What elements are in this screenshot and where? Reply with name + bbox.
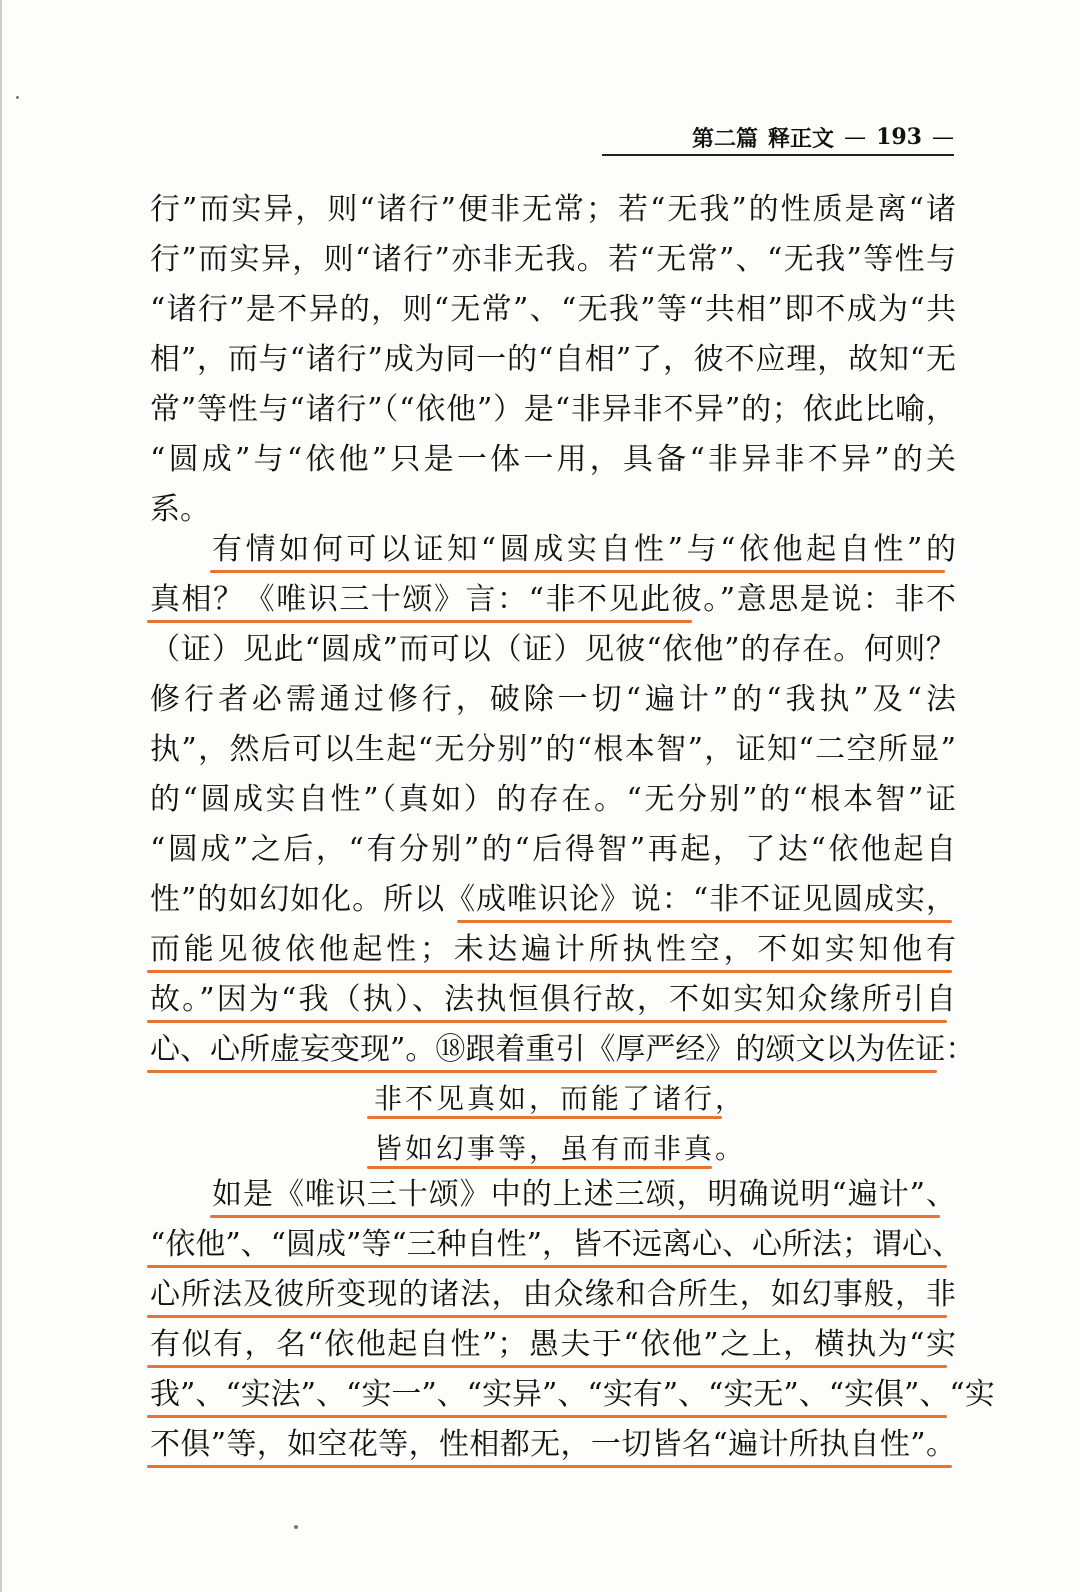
header-chapter: 释正文	[768, 125, 835, 152]
highlight-underline	[147, 1070, 937, 1073]
page-number: 193	[876, 124, 922, 150]
scan-speck	[294, 1525, 298, 1529]
verse-line: 非不见真如，而能了诸行，	[374, 1082, 747, 1115]
text-line: 不俱”等，如空花等，性相都无，一切皆名“遍计所执自性”。	[150, 1427, 956, 1462]
text-line: 我”、“实法”、“实一”、“实异”、“实有”、“实无”、“实俱”、“实	[150, 1377, 995, 1412]
text-line: （证）见此“圆成”而可以（证）见彼“依他”的存在。何则？	[150, 632, 956, 667]
text-line: 执”，然后可以生起“无分别”的“根本智”，证知“二空所显”	[150, 732, 956, 767]
highlight-underline	[210, 1215, 940, 1218]
text-line: 行”而实异，则“诸行”便非无常；若“无我”的性质是离“诸	[150, 192, 956, 227]
text-line: “依他”、“圆成”等“三种自性”，皆不远离心、心所法；谓心、	[150, 1227, 963, 1262]
header-dash-right: —	[932, 124, 954, 150]
text-line: 修行者必需通过修行，破除一切“遍计”的“我执”及“法	[150, 682, 956, 717]
highlight-underline	[147, 970, 952, 973]
text-line: 心、心所虚妄变现”。⑱跟着重引《厚严经》的颂文以为佐证：	[150, 1032, 976, 1067]
highlight-underline	[210, 570, 945, 573]
highlight-underline	[147, 1315, 947, 1318]
text-line: 故。”因为“我（执）、法执恒俱行故，不如实知众缘所引自	[150, 982, 956, 1017]
text-line: 而能见彼依他起性；未达遍计所执性空，不如实知他有	[150, 932, 956, 967]
highlight-underline	[147, 620, 692, 623]
text-line: 如是《唯识三十颂》中的上述三颂，明确说明“遍计”、	[212, 1177, 956, 1212]
verse-line: 皆如幻事等，虽有而非真。	[374, 1132, 747, 1165]
text-line: 有似有，名“依他起自性”；愚夫于“依他”之上，横执为“实	[150, 1327, 956, 1362]
text-line: 性”的如幻如化。所以《成唯识论》说：“非不证见圆成实，	[150, 882, 956, 917]
text-line: 真相？《唯识三十颂》言：“非不见此彼。”意思是说：非不	[150, 582, 956, 617]
header-dash-left: —	[844, 124, 867, 150]
highlight-underline	[147, 1365, 947, 1368]
highlight-underline	[367, 1116, 722, 1119]
text-line: 的“圆成实自性”（真如）的存在。“无分别”的“根本智”证	[150, 782, 956, 817]
text-line: 行”而实异，则“诸行”亦非无我。若“无常”、“无我”等性与	[150, 242, 956, 277]
highlight-underline	[147, 1415, 947, 1418]
text-line: “圆成”与“依他”只是一体一用，具备“非异非不异”的关	[150, 442, 956, 477]
highlight-underline	[147, 1020, 947, 1023]
text-line: 有情如何可以证知“圆成实自性”与“依他起自性”的	[212, 532, 956, 567]
highlight-underline	[367, 1166, 712, 1169]
highlight-underline	[147, 1465, 952, 1468]
text-line: 相”，而与“诸行”成为同一的“自相”了，彼不应理，故知“无	[150, 342, 956, 377]
highlight-underline	[147, 1265, 947, 1268]
scan-speck	[16, 96, 19, 99]
text-line: 常”等性与“诸行”（“依他”）是“非异非不异”的；依此比喻，	[150, 392, 956, 427]
text-line: 心所法及彼所变现的诸法，由众缘和合所生，如幻事般，非	[150, 1277, 956, 1312]
header-part: 第二篇	[692, 125, 759, 152]
highlight-underline	[457, 920, 952, 923]
text-line: 系。	[150, 492, 210, 527]
text-line: “圆成”之后，“有分别”的“后得智”再起，了达“依他起自	[150, 832, 956, 867]
text-line: “诸行”是不异的，则“无常”、“无我”等“共相”即不成为“共	[150, 292, 956, 327]
running-header	[602, 120, 954, 156]
